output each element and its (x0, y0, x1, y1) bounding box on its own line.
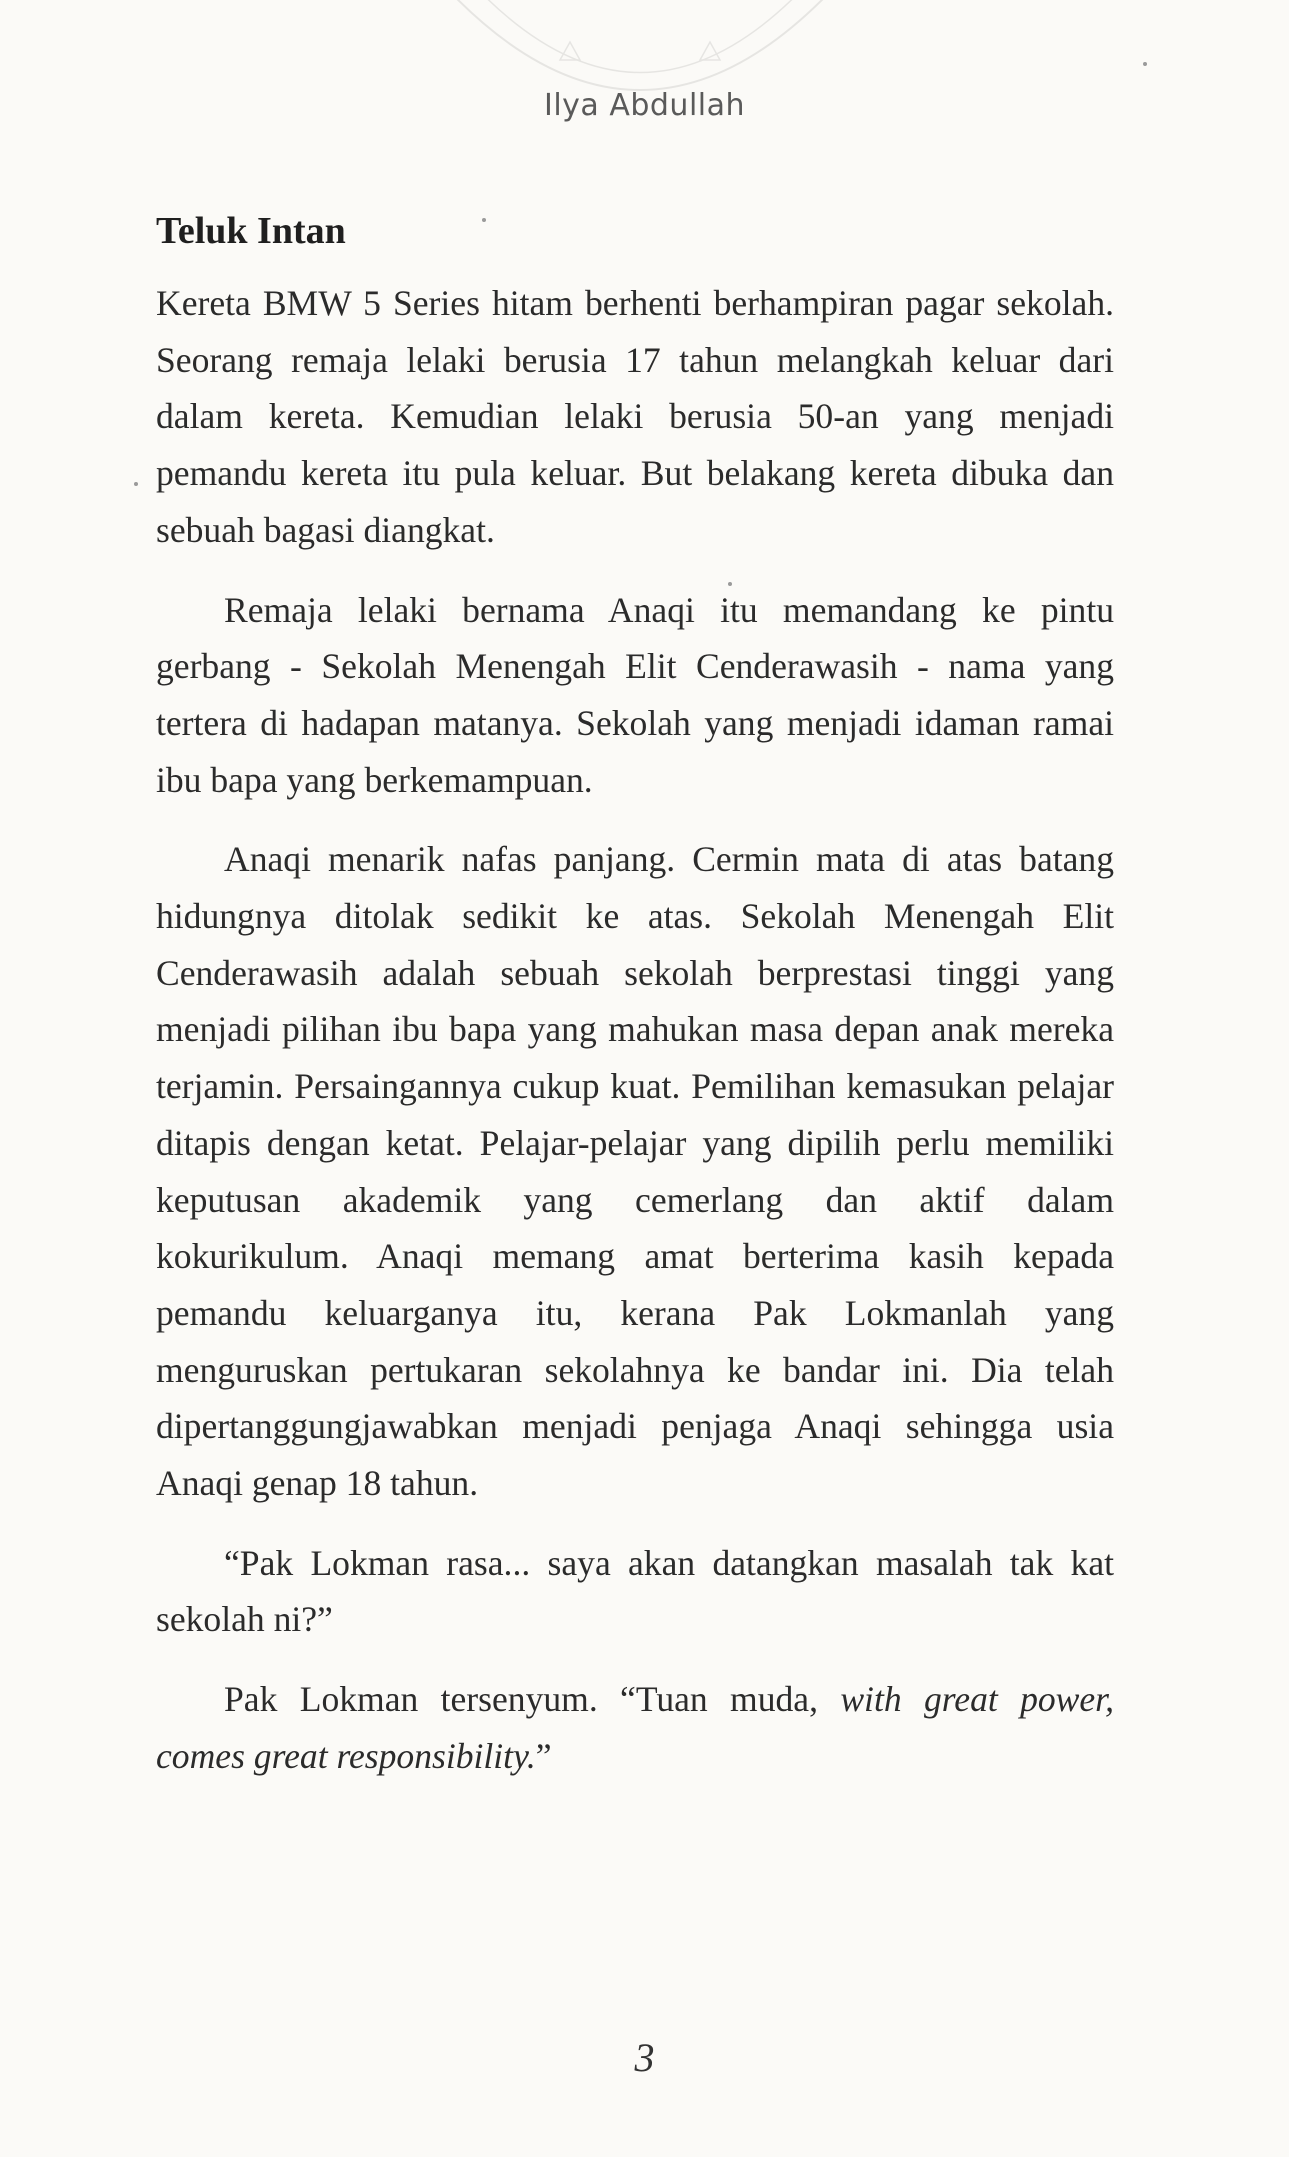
paragraph-3: Anaqi menarik nafas panjang. Cermin mata di atas batang hidungnya ditolak sedikit ke atas. Sekolah Menengah Elit Cenderawasih adalah sebuah sekolah berprestasi tinggi yang menjadi pilihan ibu bapa yang mahukan masa depan anak mereka terjamin. Persaingannya cukup kuat. Pemilihan kemasukan pelajar ditapis dengan ketat. Pelajar-pelajar yang dipilih perlu memiliki keputusan akademik yang cemerlang dan aktif dalam kokurikulum. Anaqi memang amat berterima kasih kepada pemandu keluarganya itu, kerana Pak Lokmanlah yang menguruskan pertukaran sekolahnya ke bandar ini. Dia telah dipertanggungjawabkan menjadi penjaga Anaqi sehingga usia Anaqi genap 18 tahun. (156, 839, 1114, 1504)
paragraph-1: Kereta BMW 5 Series hitam berhenti berhampiran pagar sekolah. Seorang remaja lelaki berusia 17 tahun melangkah keluar dari dalam kereta. Kemudian lelaki berusia 50-an yang menjadi pemandu kereta itu pula keluar. But belakang kereta dibuka dan sebuah bagasi diangkat. (156, 283, 1114, 550)
faint-seal-watermark (410, 0, 870, 160)
running-head-author: Ilya Abdullah (543, 88, 746, 123)
paragraph-5-lead: Pak Lokman tersenyum. “Tuan muda, (224, 1679, 841, 1720)
scan-speck (728, 582, 732, 586)
scan-speck (482, 218, 486, 222)
page-number: 3 (634, 2035, 655, 2080)
paragraph-2: Remaja lelaki bernama Anaqi itu memandang ke pintu gerbang - Sekolah Menengah Elit Cenderawasih - nama yang tertera di hadapan matanya. Sekolah yang menjadi idaman ramai ibu bapa yang berkemampuan. (156, 589, 1114, 800)
scan-speck (134, 482, 138, 486)
paragraph-5-tail: ” (535, 1735, 552, 1776)
scan-speck (1143, 62, 1147, 66)
paragraph-4: “Pak Lokman rasa... saya akan datangkan masalah tak kat sekolah ni?” (156, 1542, 1114, 1640)
section-title: Teluk Intan (156, 210, 346, 252)
chapter-body (156, 203, 1114, 1785)
paragraph-5 (156, 1671, 1114, 1784)
paragraph-5-italic-quote: with great power, comes great responsibility. (156, 1679, 1114, 1776)
